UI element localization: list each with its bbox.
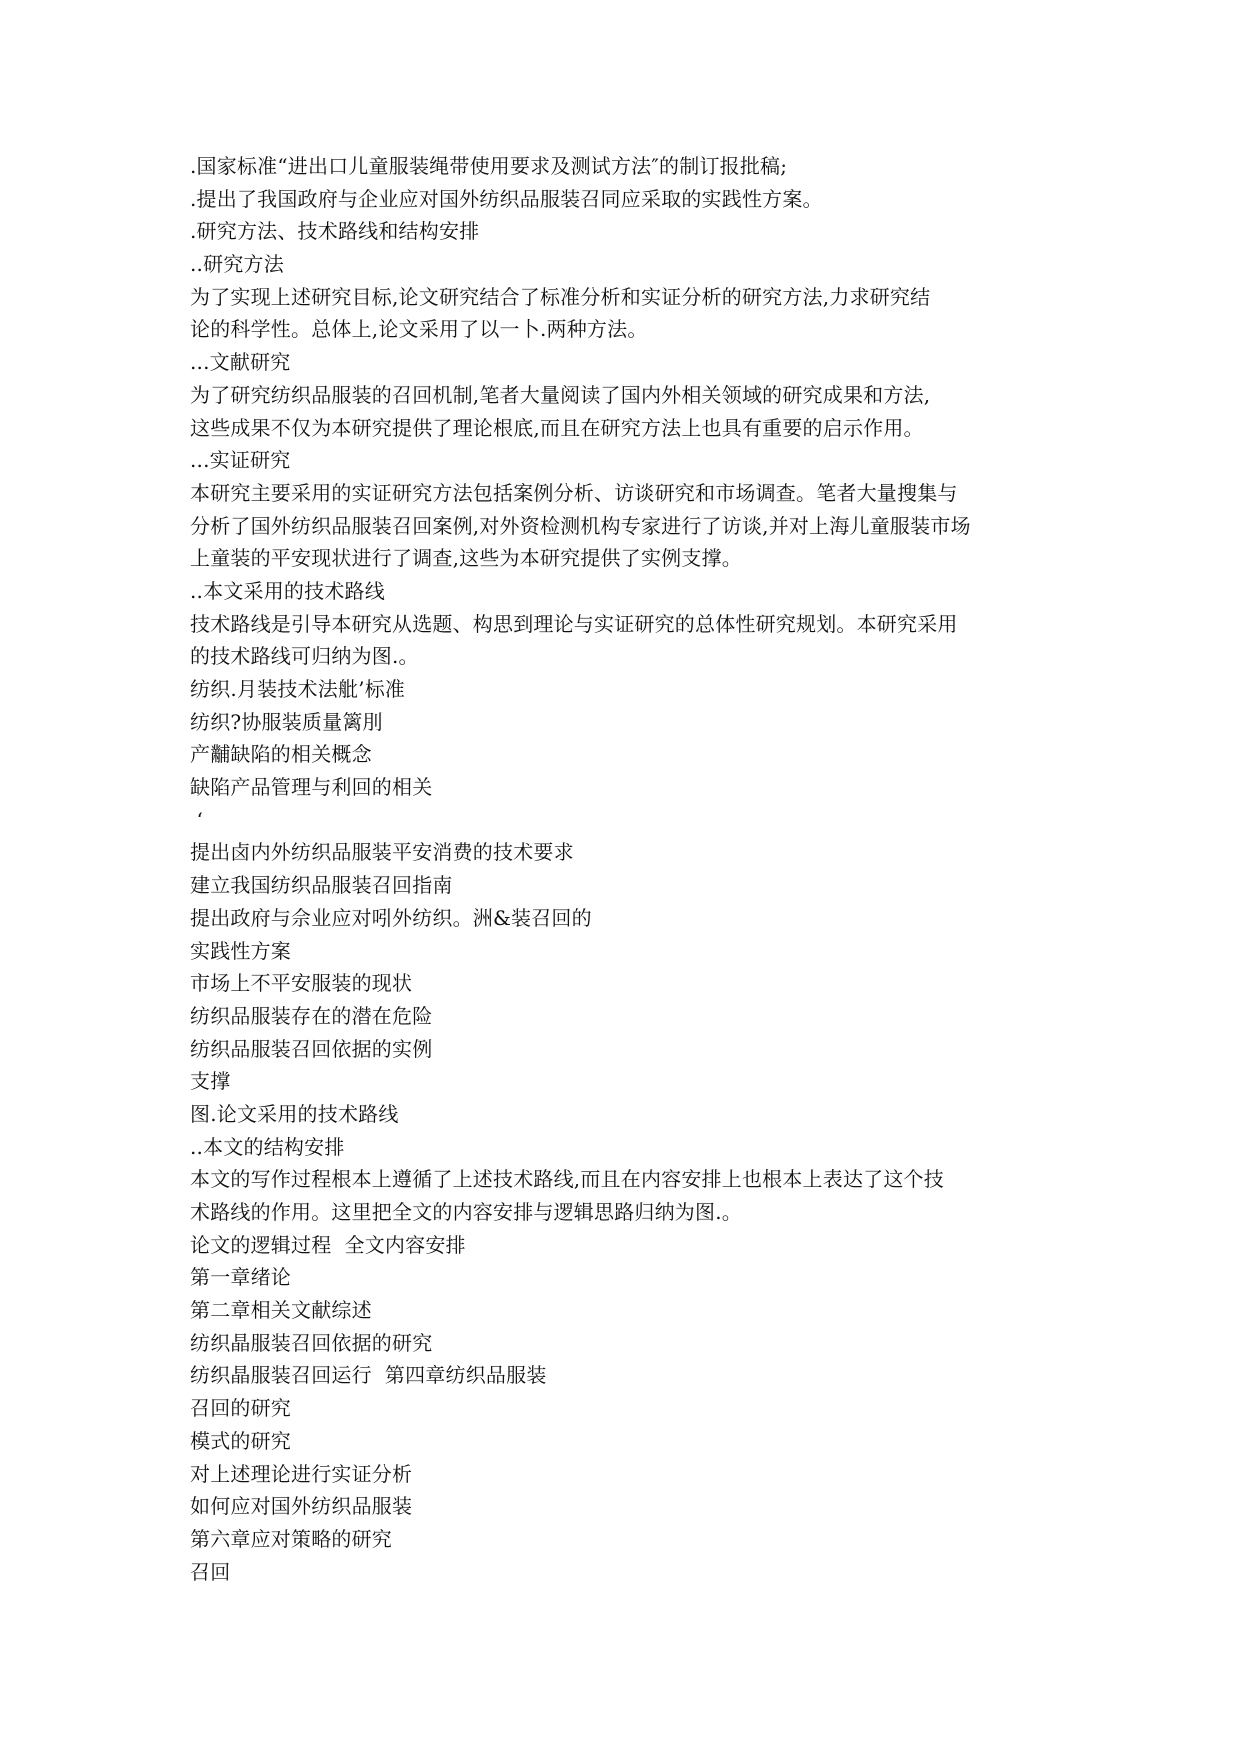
- subsection-heading: ..研究方法: [190, 252, 284, 277]
- diagram-text: 支撑: [190, 1069, 231, 1094]
- diagram-text: 纺织品服装召回依据的实例: [190, 1036, 433, 1061]
- diagram-text: 论文的逻辑过程 全文内容安排: [190, 1232, 466, 1257]
- diagram-text: 纺织.月装技术法舭’标准: [190, 677, 406, 701]
- subsection-heading: ...文献研究: [190, 350, 291, 375]
- diagram-text: 提出政府与佘业应对吲外纺织。洲&装召回的: [190, 905, 592, 930]
- diagram-text: 纺织晶服装召回依据的研究: [190, 1330, 433, 1355]
- diagram-text: 召回的研究: [190, 1396, 291, 1421]
- diagram-text: ‘: [190, 807, 204, 832]
- subsection-heading: ...实证研究: [190, 448, 291, 473]
- text-line: .国家标准“进出口儿童服装绳带使用要求及测试方法″的制订报批稿;: [190, 154, 788, 178]
- diagram-text: 提出卤内外纺织品服装平安消费的技术要求: [190, 840, 574, 865]
- text-line: 分析了国外纺织品服装召回案例,对外资检测机构专家进行了访谈,并对上海儿童服装市场: [190, 513, 971, 538]
- diagram-text: 实践性方案: [190, 938, 291, 963]
- text-line: 为了实现上述研究目标,论文研究结合了标准分析和实证分析的研究方法,力求研究结: [190, 284, 931, 309]
- text-line: 上童装的平安现状进行了调查,这些为本研究提供了实例支撑。: [190, 546, 742, 571]
- diagram-text: 市场上不平安服装的现状: [190, 971, 413, 996]
- subsection-heading: ..本文采用的技术路线: [190, 578, 385, 603]
- text-line: 术路线的作用。这里把全文的内容安排与逻辑思路归纳为图.。: [190, 1200, 742, 1224]
- diagram-text: 第一章绪论: [190, 1265, 291, 1290]
- diagram-text: 纺织晶服装召回运行 第四章纺织品服装: [190, 1363, 547, 1388]
- diagram-text: 缺陷产品管理与利回的相关: [190, 775, 433, 800]
- text-line: 技术路线是引导本研究从选题、构思到理论与实证研究的总体性研究规划。本研究采用: [190, 611, 958, 636]
- diagram-text: 产黼缺陷的相关概念: [190, 742, 372, 767]
- diagram-text: 建立我国纺织品服装召回指南: [190, 873, 453, 898]
- text-line: 本文的写作过程根本上遵循了上述技术路线,而且在内容安排上也根本上表达了这个技: [190, 1167, 944, 1192]
- text-line: 这些成果不仅为本研究提供了理论根底,而且在研究方法上也具有重要的启示作用。: [190, 415, 924, 440]
- text-line: .提出了我国政府与企业应对国外纺织品服装召同应采取的实践性方案。: [190, 186, 823, 211]
- diagram-text: 第二章相关文献综述: [190, 1298, 372, 1323]
- diagram-text: 纺织品服装存在的潜在危险: [190, 1003, 433, 1028]
- subsection-heading: ..本文的结构安排: [190, 1134, 345, 1159]
- text-line: 的技术路线可归纳为图.。: [190, 644, 419, 669]
- section-heading: .研究方法、技术路线和结构安排: [190, 219, 480, 244]
- text-line: 本研究主要采用的实证研究方法包括案例分析、访谈研究和市场调查。笔者大量搜集与: [190, 480, 958, 505]
- text-line: 为了研究纺织品服装的召回机制,笔者大量阅读了国内外相关领域的研究成果和方法,: [190, 382, 931, 407]
- diagram-text: 纺织?协服装质量篱刖: [190, 709, 383, 734]
- diagram-text: 第六章应对策略的研究: [190, 1526, 392, 1551]
- diagram-text: 模式的研究: [190, 1428, 291, 1453]
- diagram-text: 召回: [190, 1559, 231, 1584]
- figure-caption: 图.论文采用的技术路线: [190, 1101, 399, 1126]
- diagram-text: 如何应对国外纺织品服装: [190, 1494, 413, 1519]
- document-page: [190, 150, 1070, 1588]
- text-line: 论的科学性。总体上,论文采用了以一卜.两种方法。: [190, 317, 648, 342]
- diagram-text: 对上述理论进行实证分析: [190, 1461, 413, 1486]
